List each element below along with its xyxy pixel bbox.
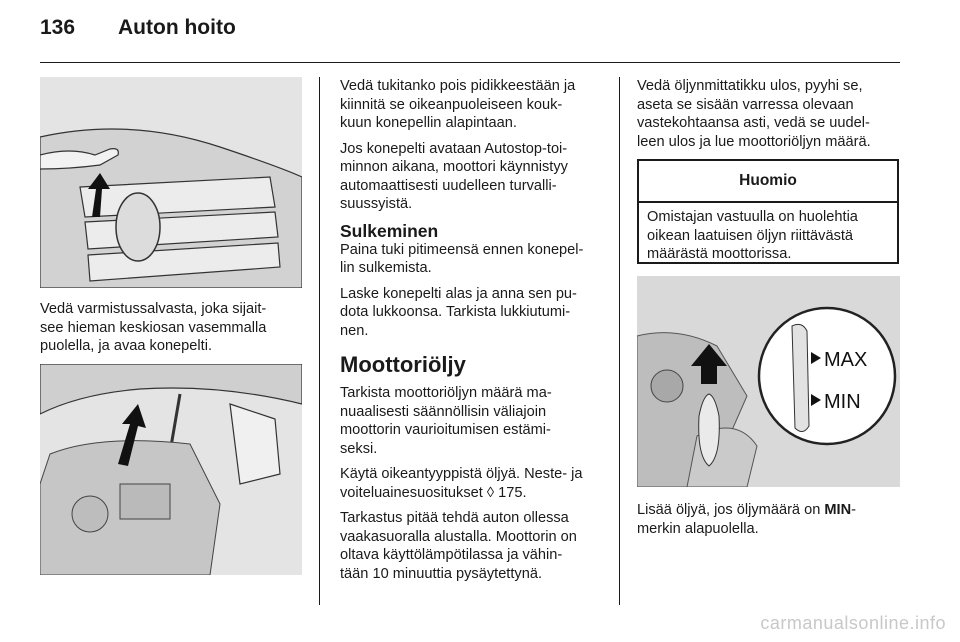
- col3-paragraph-1: Vedä öljynmittatikku ulos, pyyhi se, aseta se sisään varressa olevaan vastekohtaansa asti, vedä se uudel- leen ulos ja lue moottoriöljyn määrä.: [637, 78, 871, 150]
- col2-paragraph-7: Tarkastus pitää tehdä auton ollessa vaakasuoralla alustalla. Moottorin on oltava käyttölämpötilassa ja vähin- tään 10 minuuttia pysäytettynä.: [340, 510, 577, 582]
- note-title: Huomio: [639, 161, 897, 203]
- col2-paragraph-6: Käytä oikeantyyppistä öljyä. Neste- ja voiteluainesuositukset ◊ 175.: [340, 466, 583, 501]
- hood-prop-illustration: [40, 364, 302, 575]
- dipstick-min-label: MIN: [824, 391, 861, 413]
- page-number: 136: [40, 16, 76, 39]
- header-rule: [40, 62, 900, 63]
- page-reference-link[interactable]: 175.: [498, 484, 527, 501]
- section-heading: Moottoriöljy: [340, 352, 466, 377]
- section-subheading: Sulkeminen: [340, 220, 439, 241]
- col2-paragraph-3: Paina tuki pitimeensä ennen konepel- lin sulkemista.: [340, 241, 584, 276]
- hood-latch-illustration: [40, 77, 302, 288]
- note-body: Omistajan vastuulla on huolehtia oikean laatuisen öljyn riittävästä määrästä moottorissa.: [647, 209, 858, 262]
- page-reference-icon: ◊: [486, 484, 495, 501]
- col2-paragraph-4: Laske konepelti alas ja anna sen pu- dota lukkoonsa. Tarkista lukkiutumi- nen.: [340, 285, 577, 339]
- watermark: carmanualsonline.info: [760, 613, 946, 633]
- col2-paragraph-5: Tarkista moottoriöljyn määrä ma- nuaalisesti säännöllisin väliajoin moottorin vaurioitumisen estämi- seksi.: [340, 385, 552, 457]
- note-box: [637, 159, 899, 264]
- dipstick-illustration: [637, 276, 900, 487]
- col2-paragraph-2: Jos konepelti avataan Autostop-toi- minnon aikana, moottori käynnistyy automaattisesti uudelleen turvalli- suussyistä.: [340, 140, 568, 212]
- page-title: Auton hoito: [118, 16, 236, 39]
- col2-paragraph-1: Vedä tukitanko pois pidikkeestään ja kiinnitä se oikeanpuoleiseen kouk- kuun konepellin alapintaan.: [340, 78, 576, 131]
- column-divider-2: [619, 77, 620, 605]
- col3-caption: Lisää öljyä, jos öljymäärä on MIN- merkin alapuolella.: [637, 502, 857, 537]
- column-divider-1: [319, 77, 320, 605]
- dipstick-max-label: MAX: [824, 349, 868, 371]
- col1-caption: Vedä varmistussalvasta, joka sijait- see hieman keskiosan vasemmalla puolella, ja avaa konepelti.: [40, 301, 267, 354]
